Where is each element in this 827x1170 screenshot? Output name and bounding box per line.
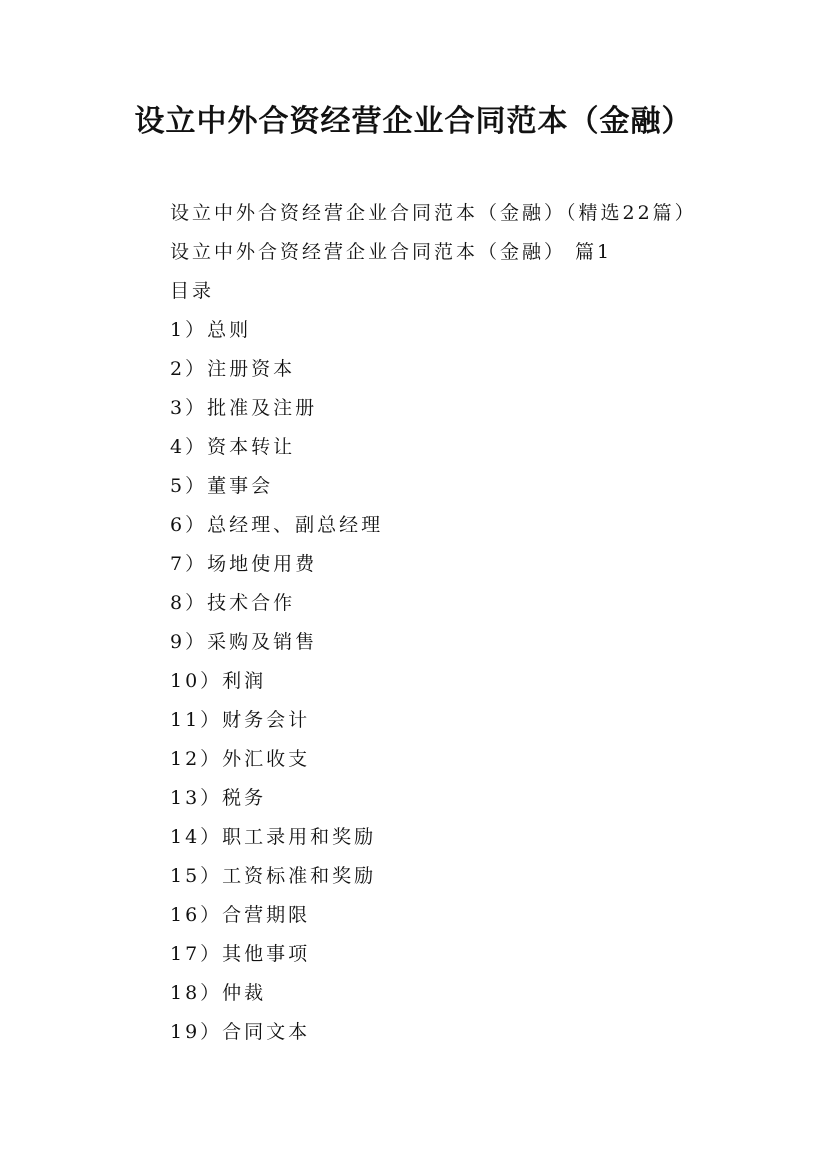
toc-item: 5）董事会	[170, 475, 274, 497]
toc-item: 7）场地使用费	[170, 553, 318, 575]
toc-item: 8）技术合作	[170, 592, 296, 614]
document-subtitle: 设立中外合资经营企业合同范本（金融）（精选22篇）	[170, 202, 697, 224]
toc-item: 4）资本转让	[170, 436, 296, 458]
toc-item: 13）税务	[170, 787, 267, 809]
toc-item: 14）职工录用和奖励	[170, 826, 377, 848]
toc-item: 15）工资标准和奖励	[170, 865, 377, 887]
table-of-contents	[170, 311, 770, 1052]
document-body	[170, 194, 770, 1052]
toc-item: 10）利润	[170, 670, 267, 692]
section-heading: 设立中外合资经营企业合同范本（金融） 篇1	[170, 241, 613, 263]
toc-item: 19）合同文本	[170, 1021, 311, 1043]
toc-item: 11）财务会计	[170, 709, 311, 731]
toc-item: 2）注册资本	[170, 358, 296, 380]
toc-item: 6）总经理、副总经理	[170, 514, 384, 536]
toc-heading: 目录	[170, 280, 215, 302]
toc-item: 12）外汇收支	[170, 748, 311, 770]
toc-item: 17）其他事项	[170, 943, 311, 965]
document-title: 设立中外合资经营企业合同范本（金融）	[134, 104, 693, 139]
toc-item: 3）批准及注册	[170, 397, 318, 419]
toc-item: 1）总则	[170, 319, 252, 341]
toc-item: 9）采购及销售	[170, 631, 318, 653]
toc-item: 18）仲裁	[170, 982, 267, 1004]
toc-item: 16）合营期限	[170, 904, 311, 926]
